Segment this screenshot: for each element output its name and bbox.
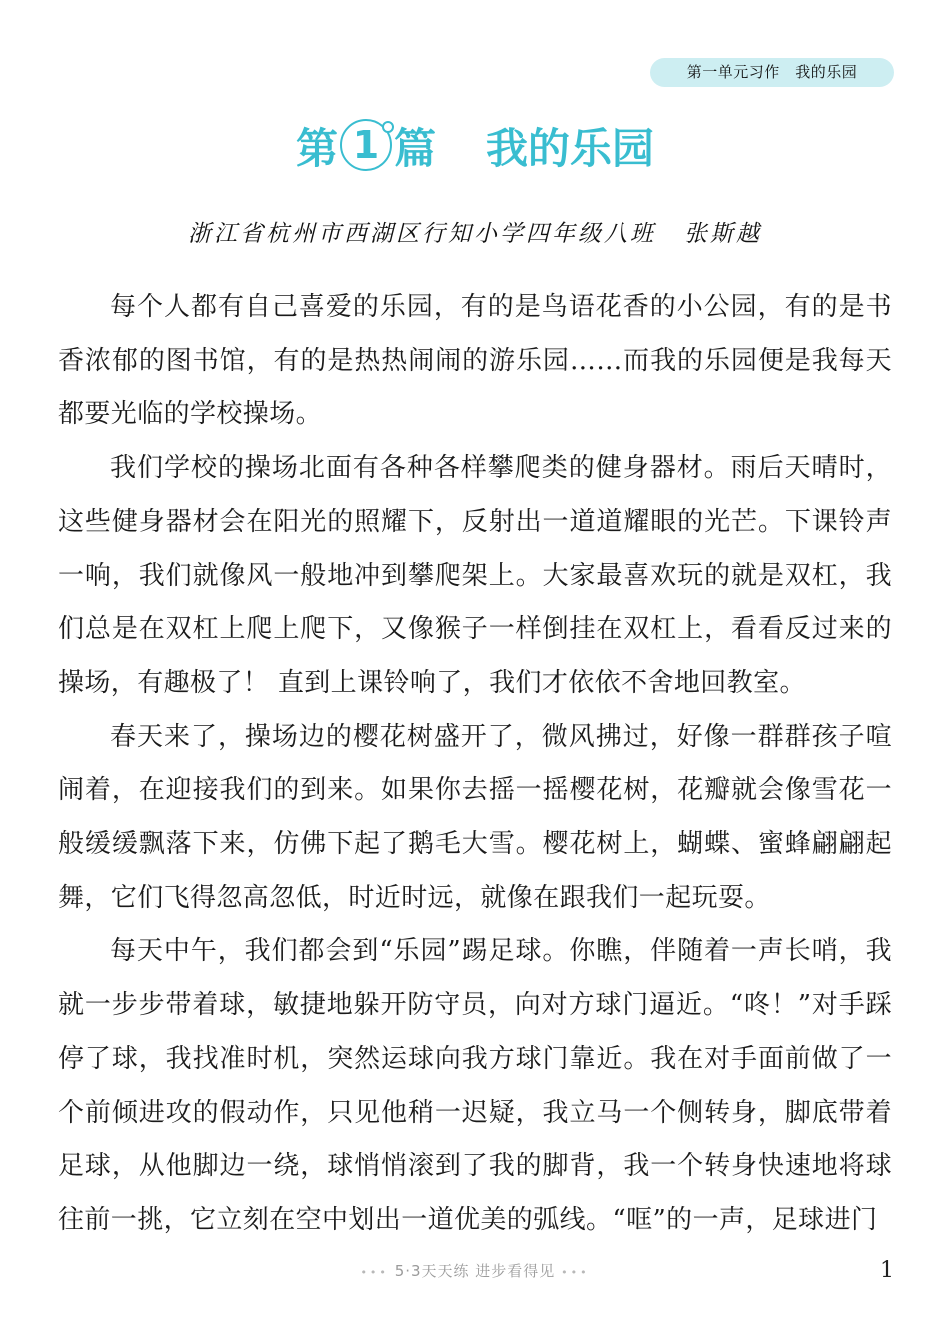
section-label-badge	[650, 58, 894, 87]
paragraph: 每个人都有自己喜爱的乐园，有的是鸟语花香的小公园，有的是书香浓郁的图书馆，有的是热热闹闹的游乐园……而我的乐园便是我每天都要光临的学校操场。	[58, 292, 892, 430]
title-prefix: 第	[295, 124, 338, 173]
title-number: 1	[352, 123, 380, 167]
essay-body	[58, 281, 892, 1248]
title-number-badge	[340, 119, 392, 171]
section-label: 第一单元习作 我的乐园	[686, 63, 858, 81]
page-number: 1	[880, 1258, 894, 1283]
footer-dots-left: •••	[360, 1266, 389, 1279]
footer-tagline	[0, 1260, 950, 1281]
title-text: 我的乐园	[486, 124, 655, 173]
footer-slogan: 5·3天天练 进步看得见	[394, 1262, 556, 1280]
paragraph: 我们学校的操场北面有各种各样攀爬类的健身器材。雨后天晴时，这些健身器材会在阳光的照耀下，反射出一道道耀眼的光芒。下课铃声一响，我们就像风一般地冲到攀爬架上。大家最喜欢玩的就是双杠，我们总是在双杠上爬上爬下，又像猴子一样倒挂在双杠上，看看反过来的操场，有趣极了！ 直到上课铃响了，我们才依依不舍地回教室。	[58, 453, 892, 698]
footer-dots-right: •••	[561, 1266, 590, 1279]
essay-title	[0, 118, 950, 180]
byline-school: 浙江省杭州市西湖区行知小学四年级八班	[188, 221, 656, 247]
byline	[0, 215, 950, 248]
byline-author: 张斯越	[684, 221, 762, 247]
paragraph: 春天来了，操场边的樱花树盛开了，微风拂过，好像一群群孩子喧闹着，在迎接我们的到来。如果你去摇一摇樱花树，花瓣就会像雪花一般缓缓飘落下来，仿佛下起了鹅毛大雪。樱花树上，蝴蝶、蜜蜂翩翩起舞，它们飞得忽高忽低，时近时远，就像在跟我们一起玩耍。	[58, 721, 892, 913]
title-suffix: 篇	[393, 124, 436, 173]
paragraph: 每天中午，我们都会到“乐园”踢足球。你瞧，伴随着一声长哨，我就一步步带着球，敏捷地躲开防守员，向对方球门逼近。“咚！”对手踩停了球，我找准时机，突然运球向我方球门靠近。我在对手面前做了一个前倾进攻的假动作，只见他稍一迟疑，我立马一个侧转身，脚底带着足球，从他脚边一绕，球悄悄滚到了我的脚背，我一个转身快速地将球往前一挑，它立刻在空中划出一道优美的弧线。“哐”的一声，足球进门	[58, 936, 892, 1235]
